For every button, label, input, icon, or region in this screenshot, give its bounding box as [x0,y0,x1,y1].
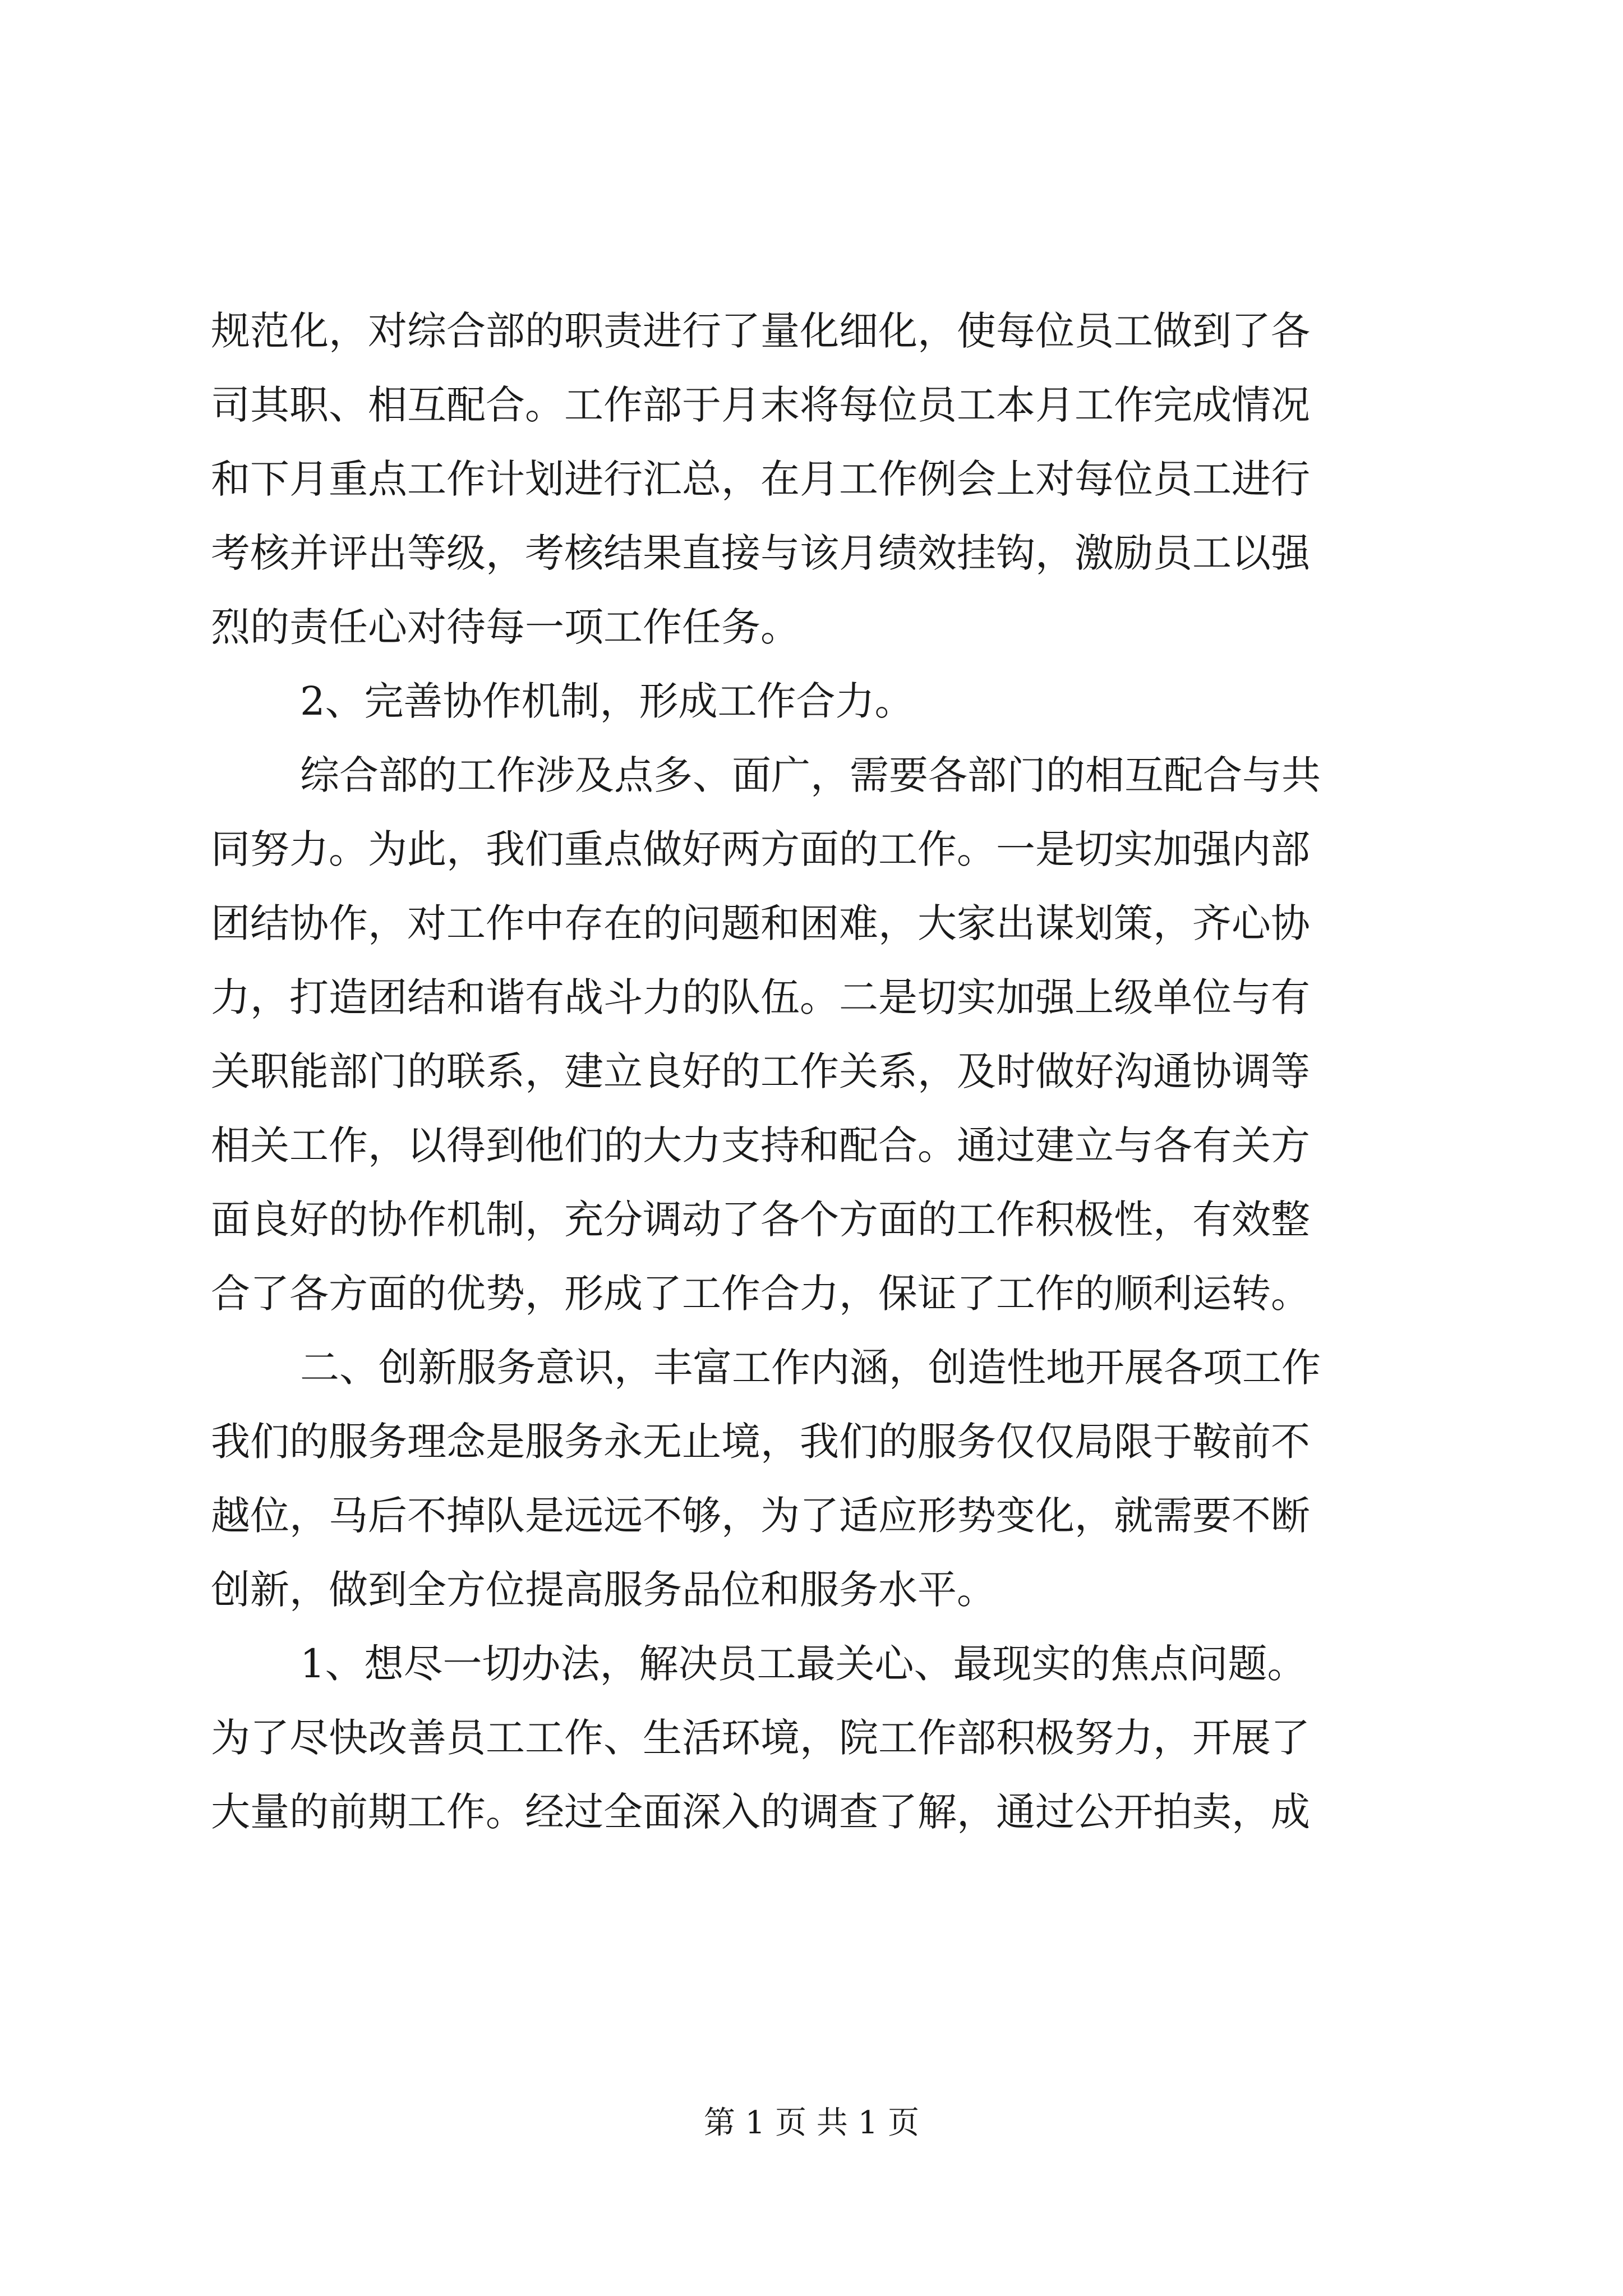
text-line: 大量的前期工作。经过全面深入的调查了解，通过公开拍卖，成 [211,1789,1310,1835]
text-line: 面良好的协作机制，充分调动了各个方面的工作积极性，有效整 [211,1197,1310,1243]
page-footer: 第 1 页 共 1 页 [703,2105,920,2141]
text-line: 创新，做到全方位提高服务品位和服务水平。 [211,1567,996,1613]
section-heading: 2、完善协作机制，形成工作合力。 [300,678,914,724]
text-line: 为了尽快改善员工工作、生活环境，院工作部积极努力，开展了 [211,1715,1310,1761]
text-line: 和下月重点工作计划进行汇总，在月工作例会上对每位员工进行 [211,456,1310,502]
text-line: 团结协作，对工作中存在的问题和困难，大家出谋划策，齐心协 [211,900,1310,946]
paragraph-start: 综合部的工作涉及点多、面广，需要各部门的相互配合与共 [300,752,1321,798]
text-line: 规范化，对综合部的职责进行了量化细化，使每位员工做到了各 [211,308,1310,354]
text-line: 合了各方面的优势，形成了工作合力，保证了工作的顺利运转。 [211,1271,1310,1317]
text-line: 烈的责任心对待每一项工作任务。 [211,604,800,650]
text-line: 我们的服务理念是服务永无止境，我们的服务仅仅局限于鞍前不 [211,1419,1310,1465]
section-heading: 二、创新服务意识，丰富工作内涵，创造性地开展各项工作 [300,1345,1321,1391]
text-line: 同努力。为此，我们重点做好两方面的工作。一是切实加强内部 [211,826,1310,872]
text-line: 关职能部门的联系，建立良好的工作关系，及时做好沟通协调等 [211,1048,1310,1094]
section-heading: 1、想尽一切办法，解决员工最关心、最现实的焦点问题。 [300,1641,1307,1687]
text-line: 考核并评出等级，考核结果直接与该月绩效挂钩，激励员工以强 [211,530,1310,576]
text-line: 司其职、相互配合。工作部于月末将每位员工本月工作完成情况 [211,382,1310,428]
text-line: 相关工作，以得到他们的大力支持和配合。通过建立与各有关方 [211,1122,1310,1168]
text-line: 越位，马后不掉队是远远不够，为了适应形势变化，就需要不断 [211,1493,1310,1539]
text-line: 力，打造团结和谐有战斗力的队伍。二是切实加强上级单位与有 [211,974,1310,1020]
